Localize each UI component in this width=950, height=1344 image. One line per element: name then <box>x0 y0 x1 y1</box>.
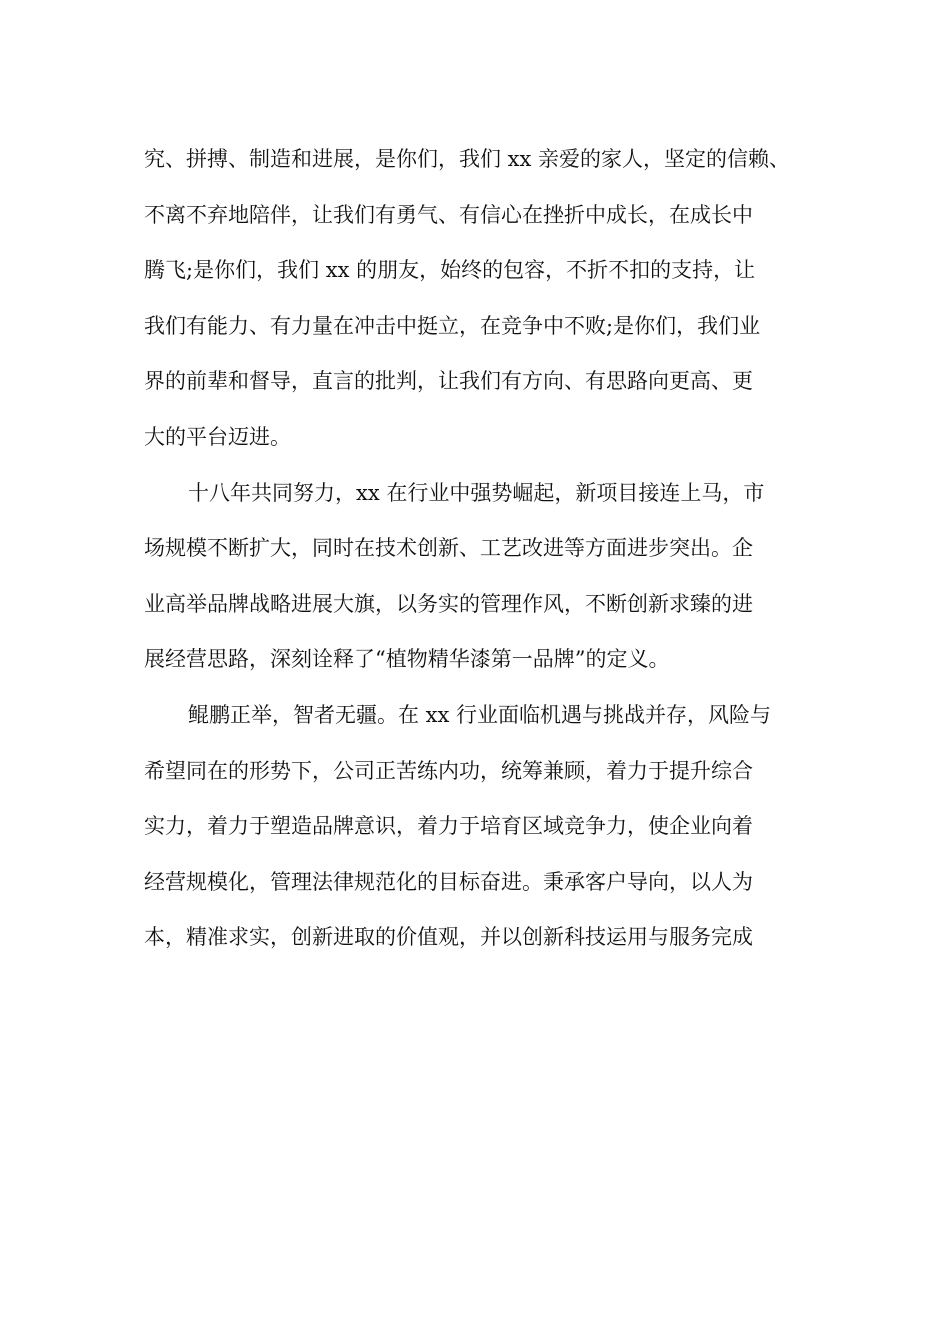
paragraph-3 <box>144 688 824 966</box>
paragraph-line: 本，精准求实，创新进取的价值观，并以创新科技运用与服务完成 <box>144 925 753 950</box>
paragraph-line: 界的前辈和督导，直言的批判，让我们有方向、有思路向更高、更 <box>144 369 753 394</box>
paragraph-line: 究、拼搏、制造和进展，是你们，我们 xx 亲爱的家人，坚定的信赖、 <box>144 147 791 171</box>
paragraph-line: 经营规模化，管理法律规范化的目标奋进。秉承客户导向，以人为 <box>144 869 753 894</box>
paragraph-line: 十八年共同努力，xx 在行业中强势崛起，新项目接连上马，市 <box>188 480 765 505</box>
paragraph-line: 腾飞;是你们，我们 xx 的朋友，始终的包容，不折不扣的支持，让 <box>144 258 756 283</box>
paragraph-2 <box>144 466 824 688</box>
paragraph-line: 希望同在的形势下，公司正苦练内功，统筹兼顾，着力于提升综合 <box>144 758 753 783</box>
paragraph-line: 我们有能力、有力量在冲击中挺立，在竞争中不败;是你们，我们业 <box>144 313 761 338</box>
paragraph-line: 业高举品牌战略进展大旗，以务实的管理作风，不断创新求臻的进 <box>144 591 753 616</box>
paragraph-line: 场规模不断扩大，同时在技术创新、工艺改进等方面进步突出。企 <box>144 536 753 561</box>
paragraph-1 <box>144 132 824 466</box>
paragraph-line: 不离不弃地陪伴，让我们有勇气、有信心在挫折中成长，在成长中 <box>144 202 753 227</box>
document-body <box>144 132 824 966</box>
paragraph-line: 展经营思路，深刻诠释了“植物精华漆第一品牌”的定义。 <box>144 647 670 672</box>
paragraph-line: 鲲鹏正举，智者无疆。在 xx 行业面临机遇与挑战并存，风险与 <box>188 702 772 727</box>
paragraph-line: 大的平台迈进。 <box>144 424 291 449</box>
paragraph-line: 实力，着力于塑造品牌意识，着力于培育区域竞争力，使企业向着 <box>144 814 753 839</box>
